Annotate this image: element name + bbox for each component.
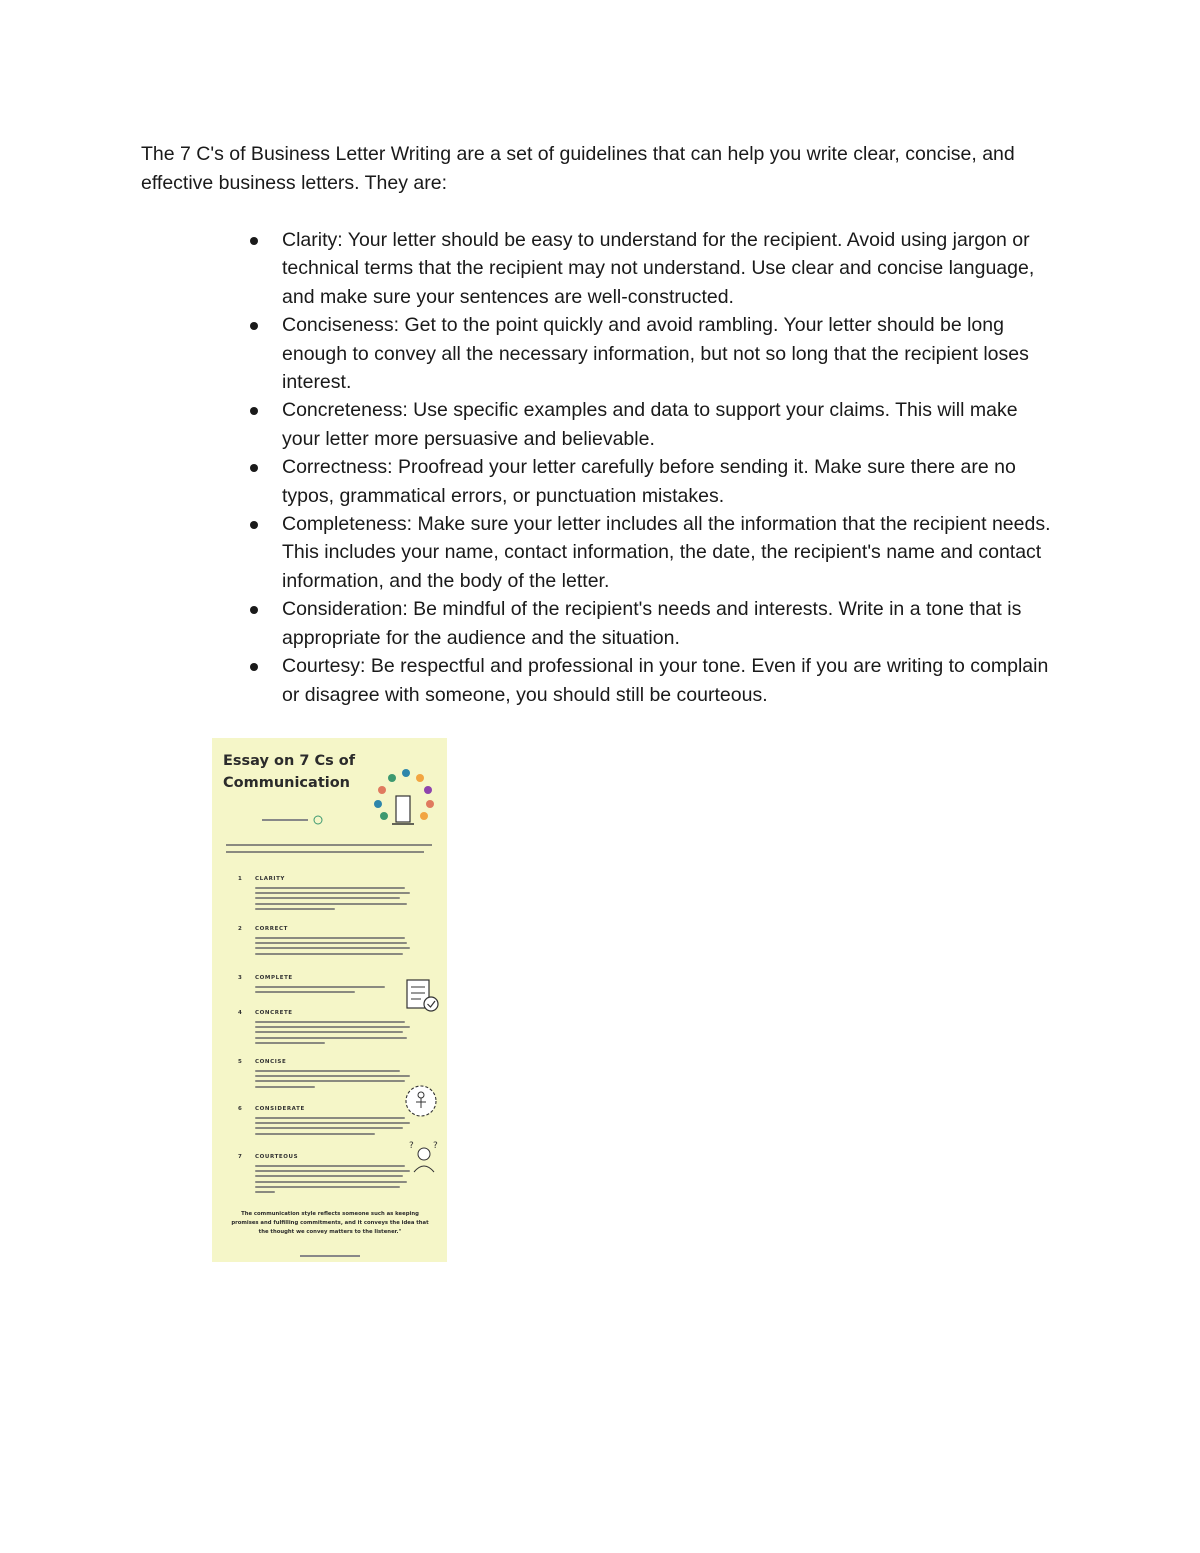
list-item: Concreteness: Use specific examples and data to support your claims. This will make your letter more persuasive and believable. (282, 396, 1052, 453)
intro-text-lines (226, 842, 434, 858)
site-logo-icon (262, 815, 326, 825)
infographic-site-label (262, 815, 326, 827)
intro-paragraph: The 7 C's of Business Letter Writing are a set of guidelines that can help you write clear, concise, and effective business letters. They are: (141, 143, 1015, 194)
list-item: Completeness: Make sure your letter includes all the information that the recipient needs. This includes your name, contact information, the date, the recipient's name and contact information, and the body of the letter. (282, 510, 1052, 595)
person-question-icon (407, 1138, 441, 1174)
list-item: Courtesy: Be respectful and professional in your tone. Even if you are writing to complain or disagree with someone, you should still be courteous. (282, 652, 1052, 709)
list-item: Consideration: Be mindful of the recipient's needs and interests. Write in a tone that is appropriate for the audience and the situation. (282, 595, 1052, 652)
infographic-title: Essay on 7 Cs of Communication (223, 753, 356, 791)
infographic-footer (212, 1254, 447, 1259)
list-item: Conciseness: Get to the point quickly and avoid rambling. Your letter should be long enough to convey all the necessary information, but not so long that the recipient loses interest. (282, 311, 1052, 396)
network-people-icon (370, 768, 440, 830)
list-item: Clarity: Your letter should be easy to understand for the recipient. Avoid using jargon or technical terms that the recipient may not understand. Use clear and concise language, and make sure your sentences are well-constructed. (282, 226, 1052, 311)
list-item: Correctness: Proofread your letter carefully before sending it. Make sure there are no typos, grammatical errors, or punctuation mistakes. (282, 453, 1052, 510)
svg-text:?: ? (409, 1141, 414, 1151)
person-thinking-icon (404, 1084, 438, 1118)
infographic-quote: The communication style reflects someone such as keeping promises and fulfilling commitments, and it conveys the idea that the thought we convey matters to the listener." (231, 1211, 429, 1235)
infographic-image: Essay on 7 Cs of Communication 1 CLARITY 2 CORRECT 3 COMPLETE 4 CONCRETE 5 CONCISE 6 CONSIDERATE ? ? 7 COURTEOUS The communication style reflects someone such as keeping promises and fulfilling commitments, and it conveys the idea that the thought we convey matters to the listener." (212, 738, 447, 1262)
svg-text:?: ? (433, 1141, 438, 1151)
footer-text-line (300, 1254, 360, 1258)
checklist-icon (405, 978, 441, 1014)
seven-cs-list (282, 226, 1052, 709)
infographic-intro-lines (226, 842, 434, 861)
